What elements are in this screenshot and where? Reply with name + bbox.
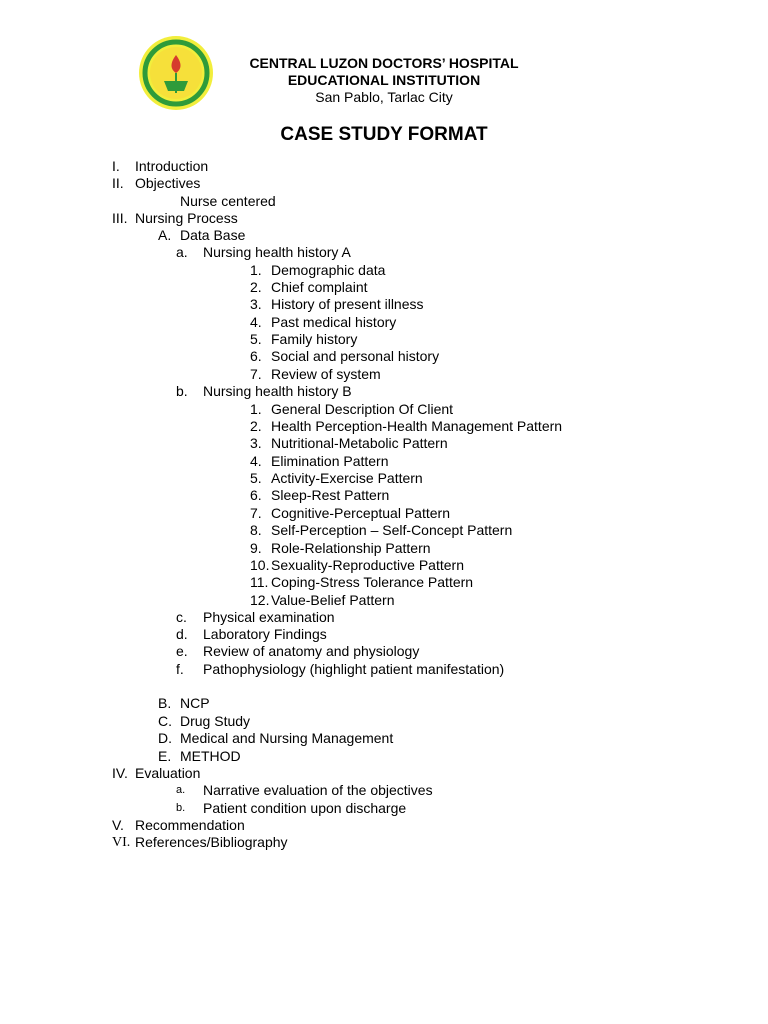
item-label: VI.	[112, 835, 131, 850]
item-label: 6.	[250, 487, 262, 503]
item-text: Narrative evaluation of the objectives	[203, 782, 433, 798]
item-text: Sexuality-Reproductive Pattern	[271, 557, 464, 573]
item-label: A.	[158, 227, 172, 243]
item-text: History of present illness	[271, 296, 424, 312]
item-label: 8.	[250, 522, 262, 538]
item-label: 9.	[250, 540, 262, 556]
item-label: II.	[112, 175, 124, 191]
item-label: b.	[176, 802, 186, 814]
item-text: Patient condition upon discharge	[203, 800, 407, 816]
item-text: References/Bibliography	[135, 834, 288, 850]
item-label: 11.	[250, 574, 269, 590]
item-label: D.	[158, 730, 172, 746]
item-text: Chief complaint	[271, 279, 368, 295]
institution-subtitle: EDUCATIONAL INSTITUTION	[287, 72, 481, 88]
item-text: Introduction	[135, 158, 209, 174]
item-text: Past medical history	[271, 314, 397, 330]
item-text: NCP	[180, 695, 210, 711]
item-text: Self-Perception – Self-Concept Pattern	[271, 522, 513, 538]
item-text: Elimination Pattern	[271, 453, 389, 469]
item-label: 5.	[250, 470, 262, 486]
item-label: 1.	[250, 401, 262, 417]
item-text: Review of system	[271, 366, 381, 382]
item-label: C.	[158, 713, 172, 729]
item-label: 3.	[250, 435, 262, 451]
item-text: Social and personal history	[271, 348, 440, 364]
item-text: Nursing health history B	[203, 383, 352, 399]
item-text: Medical and Nursing Management	[180, 730, 394, 746]
item-label: III.	[112, 210, 128, 226]
item-text: Activity-Exercise Pattern	[271, 470, 423, 486]
item-label: E.	[158, 748, 172, 764]
item-label: 7.	[250, 366, 262, 382]
item-text: Data Base	[180, 227, 246, 243]
item-text: Sleep-Rest Pattern	[271, 487, 390, 503]
item-text: Role-Relationship Pattern	[271, 540, 431, 556]
item-label: 6.	[250, 348, 262, 364]
item-text: Nurse centered	[180, 193, 276, 209]
item-text: Physical examination	[203, 609, 335, 625]
item-text: Evaluation	[135, 765, 201, 781]
item-label: 7.	[250, 505, 262, 521]
item-text: Coping-Stress Tolerance Pattern	[271, 574, 474, 590]
item-label: c.	[176, 609, 187, 625]
item-text: Nutritional-Metabolic Pattern	[271, 435, 448, 451]
item-label: 3.	[250, 296, 262, 312]
item-label: IV.	[112, 765, 128, 781]
item-text: Family history	[271, 331, 358, 347]
item-label: d.	[176, 626, 188, 642]
item-label: 5.	[250, 331, 262, 347]
item-text: Review of anatomy and physiology	[203, 643, 420, 659]
item-label: 2.	[250, 279, 262, 295]
item-text: Recommendation	[135, 817, 245, 833]
item-text: Pathophysiology (highlight patient manifestation)	[203, 661, 505, 677]
item-label: a.	[176, 244, 188, 260]
document-title: CASE STUDY FORMAT	[280, 124, 488, 145]
item-label: 12.	[250, 592, 270, 608]
item-text: Health Perception-Health Management Pattern	[271, 418, 563, 434]
item-text: Nursing Process	[135, 210, 238, 226]
item-label: a.	[176, 784, 186, 796]
item-text: Cognitive-Perceptual Pattern	[271, 505, 450, 521]
item-label: I.	[112, 158, 120, 174]
item-text: Laboratory Findings	[203, 626, 327, 642]
item-label: 4.	[250, 453, 262, 469]
item-label: f.	[176, 661, 184, 677]
item-label: 10.	[250, 557, 270, 573]
item-label: 4.	[250, 314, 262, 330]
hospital-logo	[136, 33, 216, 113]
institution-name: CENTRAL LUZON DOCTORS’ HOSPITAL	[249, 55, 519, 71]
item-label: e.	[176, 643, 188, 659]
item-text: Value-Belief Pattern	[271, 592, 395, 608]
item-label: V.	[112, 817, 124, 833]
item-text: Demographic data	[271, 262, 386, 278]
item-text: METHOD	[180, 748, 241, 764]
item-label: B.	[158, 695, 172, 711]
item-text: Drug Study	[180, 713, 251, 729]
item-label: 2.	[250, 418, 262, 434]
institution-location: San Pablo, Tarlac City	[315, 89, 453, 105]
item-text: General Description Of Client	[271, 401, 454, 417]
item-text: Nursing health history A	[203, 244, 351, 260]
item-text: Objectives	[135, 175, 201, 191]
item-label: b.	[176, 383, 188, 399]
item-label: 1.	[250, 262, 262, 278]
